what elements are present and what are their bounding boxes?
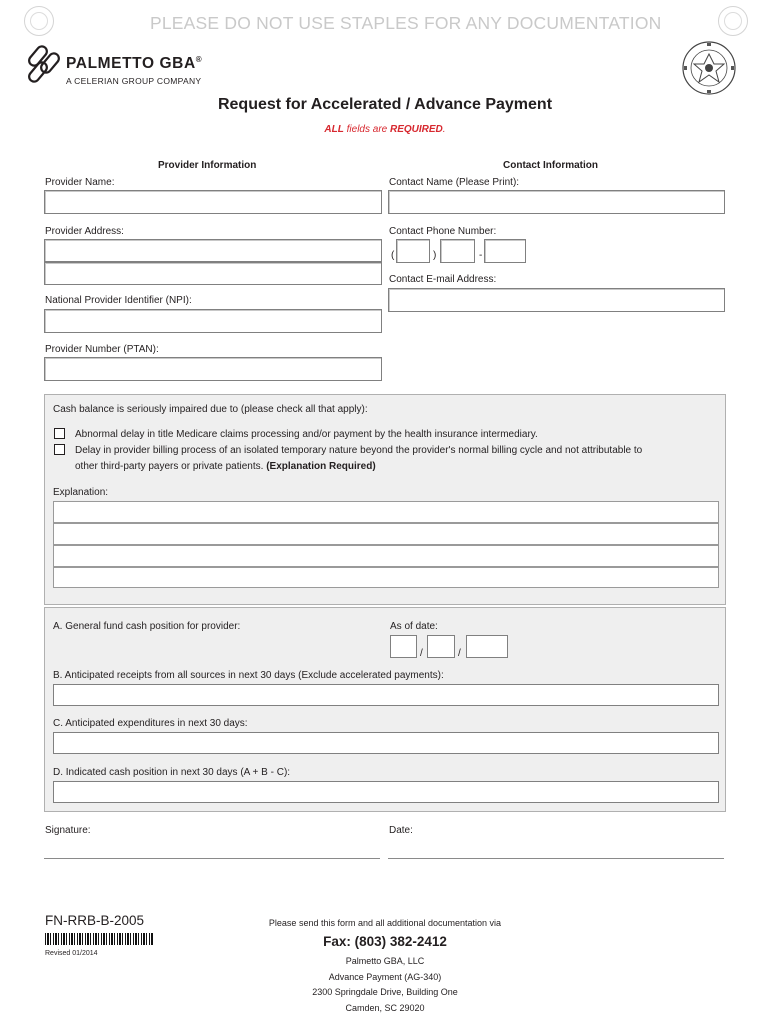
anticipated-expenditures-field[interactable] [53,732,719,754]
address-line: 2300 Springdale Drive, Building One [312,987,458,997]
brand-tagline: A CELERIAN GROUP COMPANY [66,76,202,86]
general-fund-label: A. General fund cash position for provider: [53,621,241,632]
provider-address-line1-field[interactable] [44,239,382,262]
provider-address-label: Provider Address: [45,226,124,237]
abnormal-delay-checkbox[interactable] [54,428,65,439]
as-of-year-field[interactable] [466,635,508,658]
anticipated-expenditures-label: C. Anticipated expenditures in next 30 days: [53,718,248,729]
ptan-label: Provider Number (PTAN): [45,344,159,355]
form-number: FN-RRB-B-2005 [45,913,145,928]
date-label: Date: [389,825,413,836]
explanation-line-2[interactable] [53,523,719,545]
npi-label: National Provider Identifier (NPI): [45,295,192,306]
mailing-address [225,954,545,1016]
explanation-line-1[interactable] [53,501,719,523]
provider-name-field[interactable] [44,190,382,214]
address-line: Palmetto GBA, LLC [345,956,425,966]
billing-delay-label-line1: Delay in provider billing process of an isolated temporary nature beyond the provider's normal billing cycle and not attributable to [75,445,643,456]
provider-name-label: Provider Name: [45,177,115,188]
as-of-month-field[interactable] [390,635,417,658]
phone-prefix-field[interactable] [440,239,475,263]
billing-delay-label-line2: other third-party payers or private patients. (Explanation Required) [75,461,376,472]
brand-name: PALMETTO GBA® [66,55,203,72]
signature-label: Signature: [45,825,91,836]
contact-name-field[interactable] [388,190,725,214]
address-line: Advance Payment (AG-340) [328,971,442,982]
staples-warning-banner: PLEASE DO NOT USE STAPLES FOR ANY DOCUMENTATION [150,13,662,33]
fax-number: Fax: (803) 382-2412 [323,934,447,949]
date-slash-2: / [458,648,461,659]
billing-delay-checkbox[interactable] [54,444,65,455]
anticipated-receipts-label: B. Anticipated receipts from all sources in next 30 days (Exclude accelerated payments): [53,670,444,681]
date-slash-1: / [420,648,423,659]
signature-line[interactable] [44,858,380,859]
abnormal-delay-label: Abnormal delay in title Medicare claims processing and/or payment by the health insurance intermediary. [75,429,538,440]
barcode-icon [45,933,153,945]
as-of-date-label: As of date: [390,621,438,632]
contact-email-label: Contact E-mail Address: [389,274,497,285]
phone-close-paren: ) [433,250,437,261]
as-of-day-field[interactable] [427,635,455,658]
contact-phone-label: Contact Phone Number: [389,226,497,237]
explanation-line-4[interactable] [53,567,719,588]
indicated-cash-field[interactable] [53,781,719,803]
explanation-label: Explanation: [53,487,109,498]
contact-email-field[interactable] [388,288,725,312]
watermark-seal-icon [718,6,748,36]
indicated-cash-label: D. Indicated cash position in next 30 days (A + B - C): [53,767,291,778]
contact-name-label: Contact Name (Please Print): [389,177,520,188]
phone-area-code-field[interactable] [396,239,430,263]
palmetto-logo-icon [24,44,64,84]
cash-balance-intro: Cash balance is seriously impaired due to (please check all that apply): [53,404,368,415]
npi-field[interactable] [44,309,382,333]
revised-date: Revised 01/2014 [45,950,98,957]
address-line: Camden, SC 29020 [345,1002,425,1013]
form-title: Request for Accelerated / Advance Payment [217,96,553,113]
anticipated-receipts-field[interactable] [53,684,719,706]
contact-info-heading: Contact Information [503,160,598,171]
provider-info-heading: Provider Information [158,160,257,171]
ptan-field[interactable] [44,357,382,381]
provider-address-line2-field[interactable] [44,262,382,285]
phone-open-paren: ( [391,250,395,261]
phone-dash: - [479,250,483,261]
explanation-line-3[interactable] [53,545,719,567]
department-seal-icon [681,40,737,96]
watermark-seal-icon [24,6,54,36]
send-note: Please send this form and all additional documentation via [268,918,502,928]
phone-line-field[interactable] [484,239,526,263]
date-line[interactable] [388,858,724,859]
required-note: ALL fields are REQUIRED. [324,124,446,135]
